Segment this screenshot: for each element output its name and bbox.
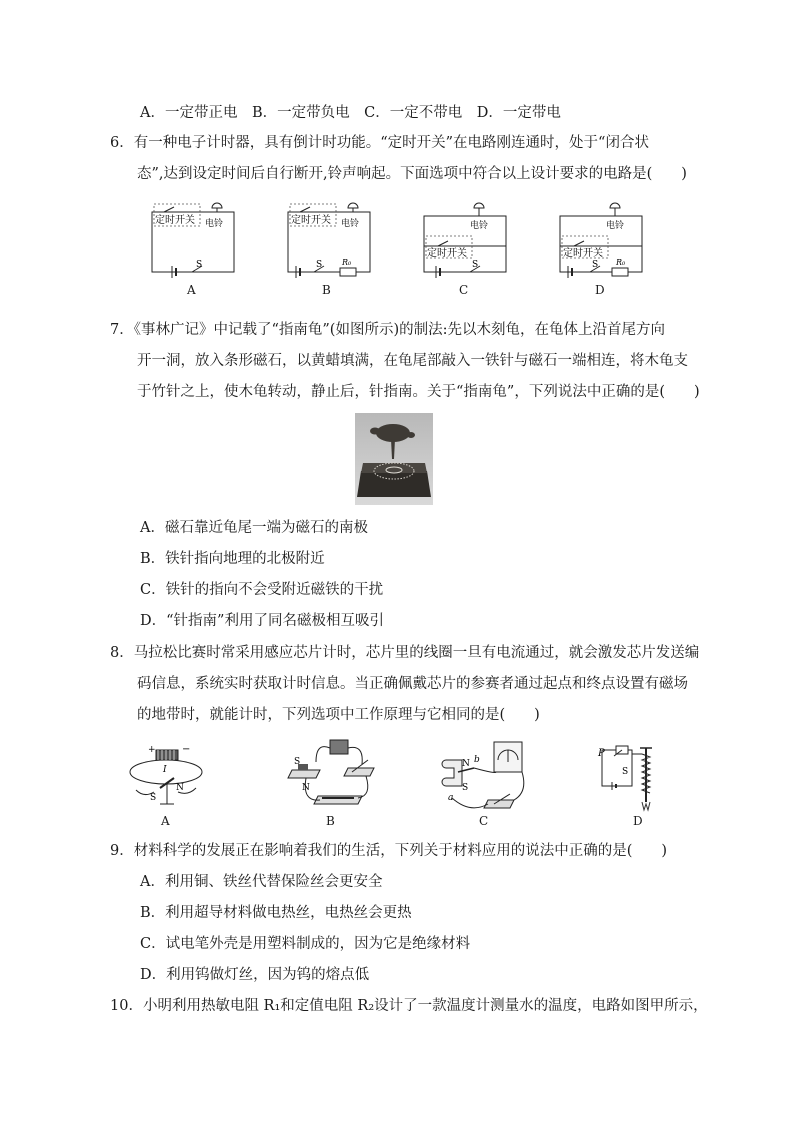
q9-stem: 9．材料科学的发展正在影响着我们的生活，下列关于材料应用的说法中正确的是( ) [110, 843, 668, 859]
magnet-s-label: S [462, 783, 469, 793]
magnet-n-label: N [462, 759, 470, 769]
switch-s-label: S [592, 260, 599, 270]
q6-stem-line2: 态”,达到设定时间后自行断开,铃声响起。下面选项中符合以上设计要求的电路是( ) [137, 166, 687, 182]
timer-switch-label: 定时开关 [563, 248, 603, 259]
bell-label: 电铃 [205, 219, 224, 229]
resistor-label: R₀ [616, 258, 626, 267]
q9-option-b: B．利用超导材料做电热丝，电热丝会更热 [140, 905, 412, 921]
q9-option-d: D．利用钨做灯丝，因为钨的熔点低 [140, 967, 370, 983]
q10-stem: 10．小明利用热敏电阻 R₁和定值电阻 R₂设计了一款温度计测量水的温度，电路如图甲所示， [110, 998, 708, 1014]
circuit-a-caption: A [187, 283, 196, 297]
figure-8c-caption: C [479, 814, 489, 828]
figure-8b-caption: B [326, 814, 335, 828]
timer-switch-label: 定时开关 [427, 248, 467, 259]
q5-options: A．一定带正电 B．一定带负电 C．一定不带电 D．一定带电 [140, 105, 561, 121]
q6-stem-line1: 6．有一种电子计时器，具有倒计时功能。“定时开关”在电路刚连通时，处于“闭合状 [110, 135, 649, 151]
circuit-diagram-d [556, 198, 648, 278]
circuit-c-caption: C [459, 283, 469, 297]
magnet-n-label: N [302, 783, 310, 793]
figure-8b-motor-setup [286, 736, 382, 814]
circuit-b-caption: B [322, 283, 331, 297]
wire-b-label: b [474, 755, 480, 765]
figure-8d-electromagnet [592, 742, 664, 814]
q7-stem-line1: 7．《事林广记》中记载了“指南龟”(如图所示)的制法:先以木刻龟，在龟体上沿首尾方向 [110, 322, 665, 338]
timer-switch-label: 定时开关 [291, 215, 331, 226]
slider-p-label: P [598, 748, 605, 759]
q9-option-c: C．试电笔外壳是用塑料制成的，因为它是绝缘材料 [140, 936, 471, 952]
figure-8a-solenoid-compass [126, 742, 206, 814]
bell-label: 电铃 [606, 221, 625, 231]
q7-stem-line2: 开一洞，放入条形磁石，以黄蜡填满，在龟尾部敲入一铁针与磁石一端相连，将木龟支 [137, 353, 688, 369]
q7-option-d: D．“针指南”利用了同名磁极相互吸引 [140, 613, 384, 629]
current-label: I [163, 765, 167, 775]
compass-s-label: S [150, 793, 157, 803]
q8-stem-line3: 的地带时，就能计时，下列选项中工作原理与它相同的是( ) [137, 707, 540, 723]
switch-s-label: S [196, 260, 203, 270]
circuit-diagram-c [420, 198, 512, 278]
resistor-label: R₀ [342, 258, 352, 267]
q7-option-a: A．磁石靠近龟尾一端为磁石的南极 [140, 520, 368, 536]
q7-stem-line3: 于竹针之上，使木龟转动，静止后，针指南。关于“指南龟”，下列说法中正确的是( ) [137, 384, 700, 400]
switch-s-label: S [622, 767, 629, 777]
wire-a-label: a [448, 793, 454, 803]
q9-option-a: A．利用铜、铁丝代替保险丝会更安全 [140, 874, 383, 890]
circuit-d-caption: D [595, 283, 605, 297]
switch-s-label: S [472, 260, 479, 270]
minus-label: − [182, 744, 191, 755]
circuit-diagram-b [284, 198, 374, 278]
timer-switch-label: 定时开关 [155, 215, 195, 226]
figure-8a-caption: A [161, 814, 170, 828]
figure-8c-induction-galvanometer [438, 738, 528, 814]
bell-label: 电铃 [341, 219, 360, 229]
switch-s-label: S [316, 260, 323, 270]
bell-label: 电铃 [470, 221, 489, 231]
q7-option-c: C．铁针的指向不会受附近磁铁的干扰 [140, 582, 384, 598]
magnet-s-label: S [294, 757, 301, 767]
circuit-diagram-a [148, 198, 238, 278]
figure-8d-caption: D [633, 814, 643, 828]
q8-stem-line2: 码信息，系统实时获取计时信息。当正确佩戴芯片的参赛者通过起点和终点设置有磁场 [137, 676, 688, 692]
q7-option-b: B．铁针指向地理的北极附近 [140, 551, 325, 567]
q8-stem-line1: 8．马拉松比赛时常采用感应芯片计时，芯片里的线圈一旦有电流通过，就会激发芯片发送编 [110, 645, 700, 661]
plus-label: + [148, 745, 156, 755]
south-pointing-turtle-photo [355, 413, 433, 505]
compass-n-label: N [176, 783, 184, 793]
